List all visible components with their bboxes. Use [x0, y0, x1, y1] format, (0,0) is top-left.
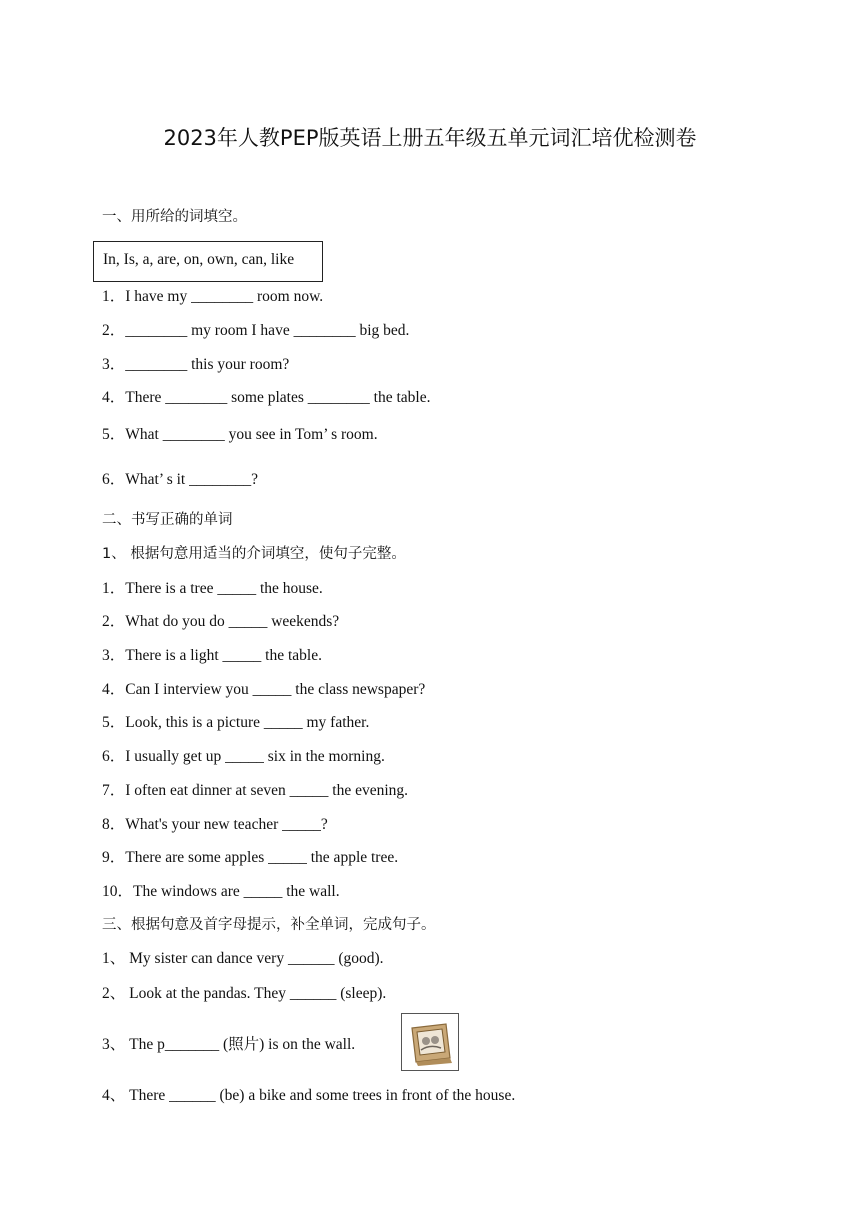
word-bank-text: In, Is, a, are, on, own, can, like [103, 251, 295, 268]
page-title: 2023年人教PEP版英语上册五年级五单元词汇培优检测卷 [163, 126, 697, 150]
section1-item-5: 5．What ________ you see in Tom’ s room. [102, 426, 378, 443]
photo-drawing [402, 1014, 458, 1070]
section1-item-6: 6．What’ s it ________? [102, 471, 258, 488]
section1-heading: 一、用所给的词填空。 [102, 209, 247, 225]
section1-item-2: 2．________ my room I have ________ big bed. [102, 322, 410, 339]
section3-item-1: 1、 My sister can dance very ______ (good). [102, 950, 384, 967]
section2-item-5: 5．Look, this is a picture _____ my father. [102, 714, 370, 731]
section2-item-8: 8．What's your new teacher _____? [102, 816, 328, 833]
section2-item-2: 2．What do you do _____ weekends? [102, 613, 340, 630]
section2-item-6: 6．I usually get up _____ six in the morning. [102, 748, 385, 765]
section1-item-3: 3．________ this your room? [102, 356, 290, 373]
section3-heading: 三、根据句意及首字母提示，补全单词，完成句子。 [102, 917, 436, 933]
section2-sub-heading: 1、 根据句意用适当的介词填空，使句子完整。 [102, 546, 406, 562]
section2-item-9: 9．There are some apples _____ the apple tree. [102, 849, 399, 866]
section2-item-1: 1．There is a tree _____ the house. [102, 580, 323, 597]
section3-item-2: 2、 Look at the pandas. They ______ (sleep). [102, 985, 387, 1002]
section2-item-7: 7．I often eat dinner at seven _____ the evening. [102, 782, 409, 799]
section3-item-3: 3、 The p_______ (照片) is on the wall. [102, 1036, 356, 1053]
word-bank-box [93, 241, 323, 282]
section3-item-4: 4、 There ______ (be) a bike and some trees in front of the house. [102, 1087, 516, 1104]
section1-item-4: 4．There ________ some plates ________ the table. [102, 389, 431, 406]
section2-item-4: 4．Can I interview you _____ the class newspaper? [102, 681, 426, 698]
section2-item-3: 3．There is a light _____ the table. [102, 647, 322, 664]
section2-item-10: 10．The windows are _____ the wall. [102, 883, 340, 900]
framed-photo-icon [401, 1013, 459, 1071]
section2-heading: 二、书写正确的单词 [102, 512, 233, 528]
section1-item-1: 1．I have my ________ room now. [102, 288, 324, 305]
